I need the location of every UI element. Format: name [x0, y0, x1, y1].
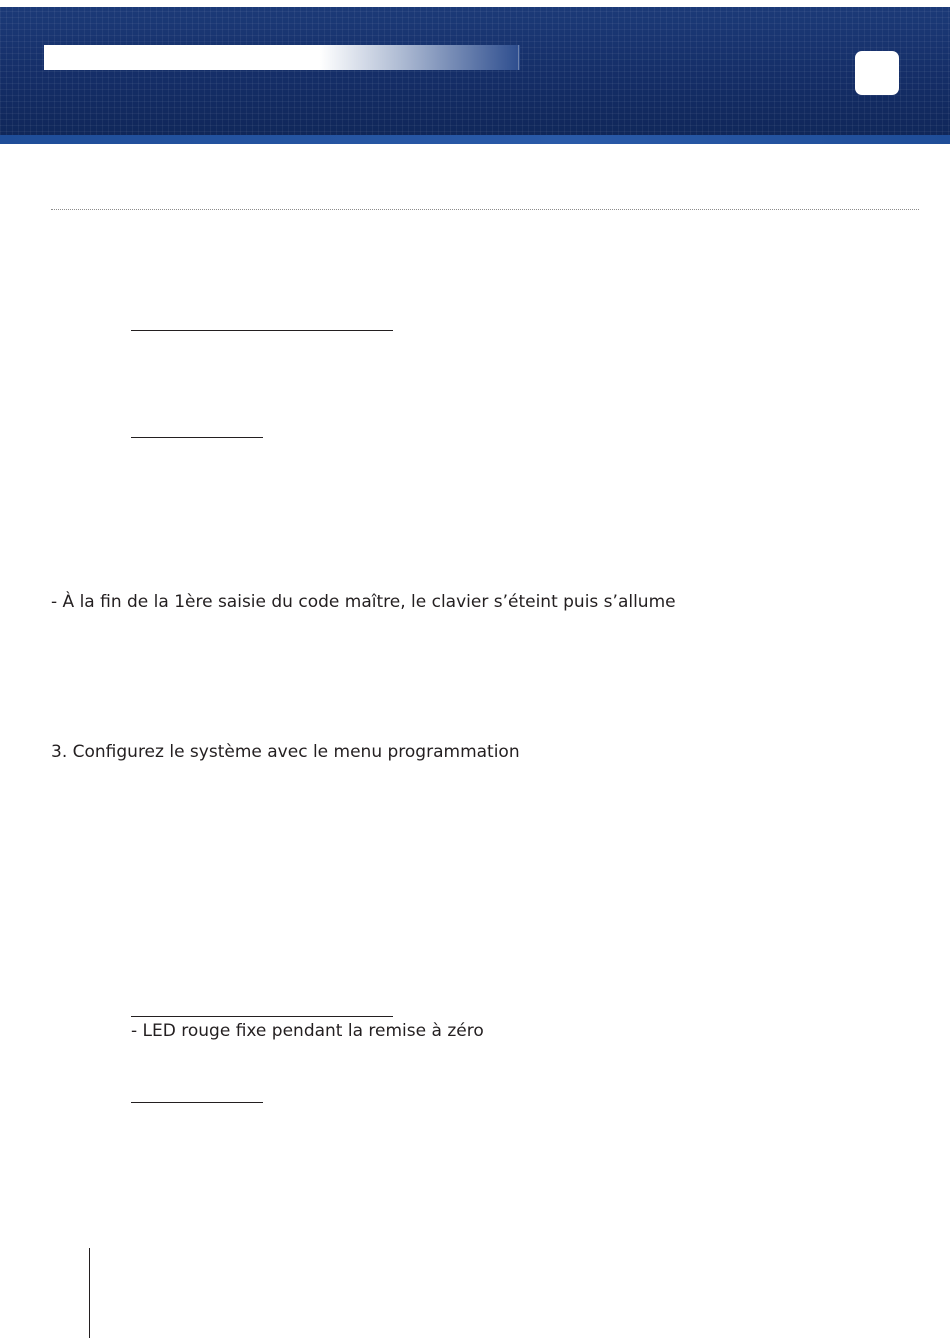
header-bottom-strip — [0, 135, 950, 144]
underline-rule — [131, 437, 263, 438]
page-number-badge — [855, 51, 899, 95]
underline-rule — [131, 1102, 263, 1103]
header-title-bar — [44, 45, 520, 70]
underline-rule — [131, 330, 393, 331]
margin-vertical-line — [89, 1248, 90, 1338]
led-note-text: - LED rouge fixe pendant la remise à zéro — [131, 1021, 484, 1041]
body-text-line: - À la fin de la 1ère saisie du code maître, le clavier s’éteint puis s’allume — [51, 592, 676, 612]
title-bar-divider — [518, 45, 519, 70]
page-header-banner — [0, 7, 950, 144]
section-divider — [51, 209, 919, 210]
step-heading: 3. Configurez le système avec le menu programmation — [51, 742, 520, 762]
underline-rule — [131, 1016, 393, 1017]
